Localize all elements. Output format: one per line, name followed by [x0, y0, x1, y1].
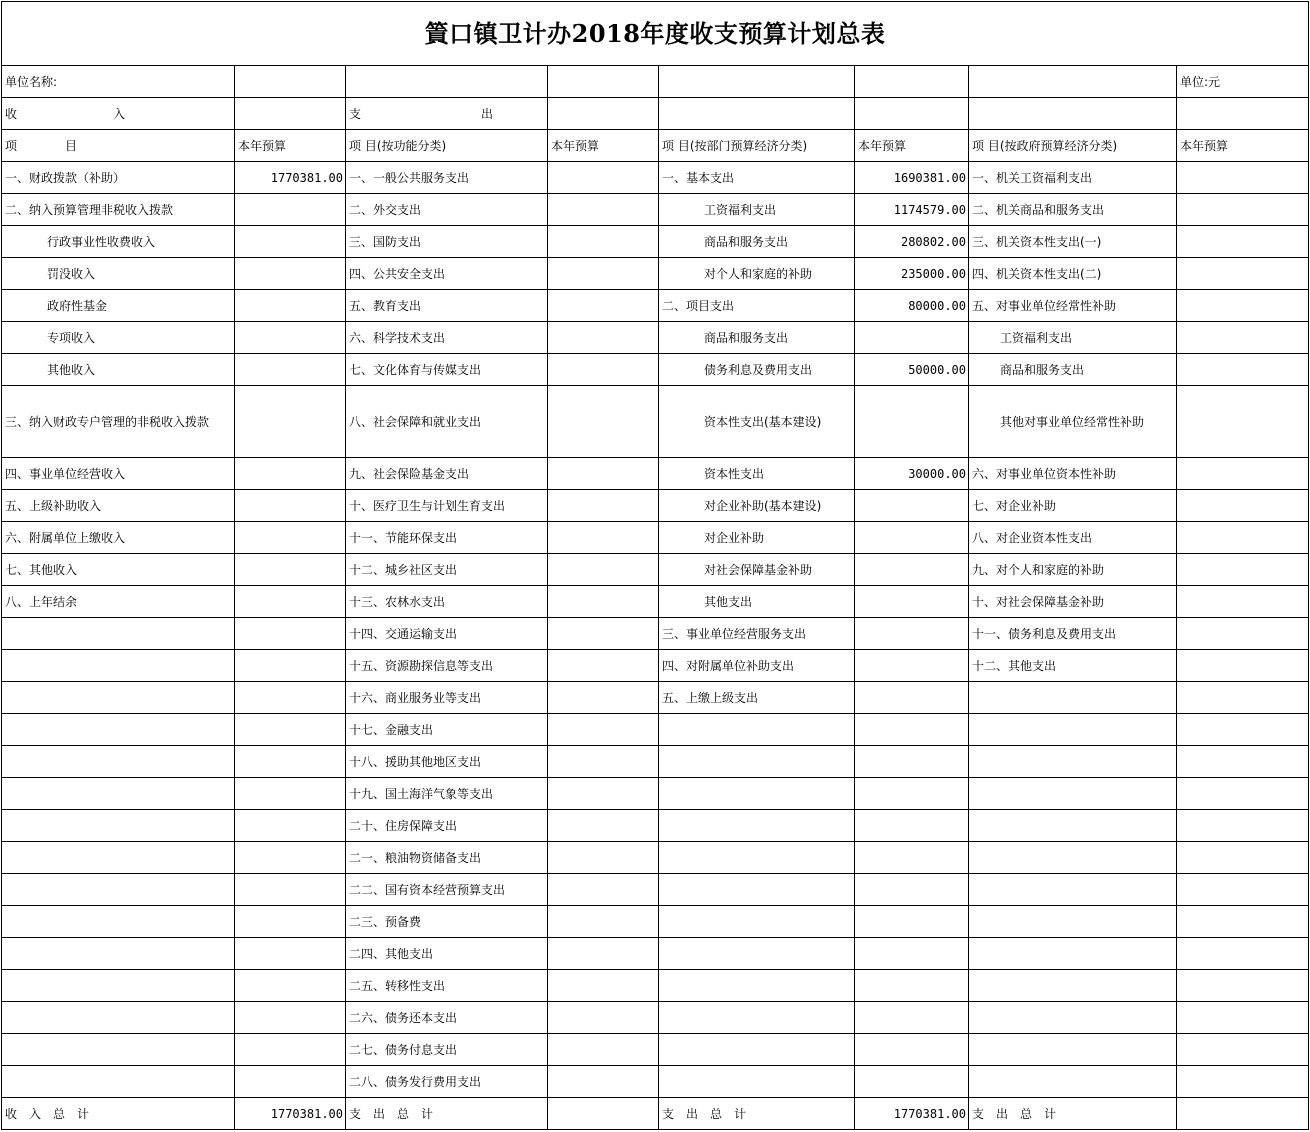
- gov-budget-cell: [1177, 354, 1309, 386]
- income-budget-cell: [235, 650, 346, 682]
- func-item-cell: 八、社会保障和就业支出: [346, 386, 548, 458]
- gov-item-cell: [969, 778, 1177, 810]
- gov-item-cell: [969, 1002, 1177, 1034]
- expense-total-value: 1770381.00: [855, 1098, 969, 1130]
- func-item-cell: 十七、金融支出: [346, 714, 548, 746]
- income-budget-cell: [235, 618, 346, 650]
- dept-budget-cell: [855, 386, 969, 458]
- table-row: [2, 842, 1309, 874]
- dept-item-cell: 资本性支出(基本建设): [659, 386, 855, 458]
- income-budget-cell: [235, 258, 346, 290]
- gov-item-cell: [969, 810, 1177, 842]
- dept-budget-cell: [855, 746, 969, 778]
- dept-item-cell: 商品和服务支出: [659, 226, 855, 258]
- table-row: [2, 522, 1309, 554]
- table-row: [2, 226, 1309, 258]
- income-item-cell: [2, 682, 235, 714]
- func-item-cell: 十九、国土海洋气象等支出: [346, 778, 548, 810]
- gov-item-cell: 六、对事业单位资本性补助: [969, 458, 1177, 490]
- income-budget-cell: [235, 490, 346, 522]
- gov-budget-cell: [1177, 458, 1309, 490]
- func-item-cell: 九、社会保险基金支出: [346, 458, 548, 490]
- col-header-item-gov: 项 目(按政府预算经济分类): [969, 130, 1177, 162]
- dept-item-cell: 对个人和家庭的补助: [659, 258, 855, 290]
- income-item-cell: 行政事业性收费收入: [2, 226, 235, 258]
- dept-budget-cell: 1690381.00: [855, 162, 969, 194]
- func-budget-cell: [548, 970, 659, 1002]
- gov-item-cell: [969, 842, 1177, 874]
- gov-budget-cell: [1177, 1002, 1309, 1034]
- func-budget-cell: [548, 354, 659, 386]
- func-budget-cell: [548, 1034, 659, 1066]
- income-item-cell: [2, 1034, 235, 1066]
- totals-body: [2, 1098, 1309, 1130]
- dept-item-cell: 商品和服务支出: [659, 322, 855, 354]
- col-header-item-func: 项 目(按功能分类): [346, 130, 548, 162]
- dept-budget-cell: [855, 586, 969, 618]
- func-item-cell: 十六、商业服务业等支出: [346, 682, 548, 714]
- income-budget-cell: [235, 970, 346, 1002]
- empty-cell: [235, 66, 346, 98]
- gov-budget-cell: [1177, 682, 1309, 714]
- func-item-cell: 三、国防支出: [346, 226, 548, 258]
- func-item-cell: 四、公共安全支出: [346, 258, 548, 290]
- func-item-cell: 五、教育支出: [346, 290, 548, 322]
- dept-budget-cell: [855, 1002, 969, 1034]
- empty-cell: [548, 66, 659, 98]
- empty-cell: [1177, 1098, 1309, 1130]
- dept-item-cell: 一、基本支出: [659, 162, 855, 194]
- dept-budget-cell: [855, 682, 969, 714]
- income-item-cell: 三、纳入财政专户管理的非税收入拨款: [2, 386, 235, 458]
- func-item-cell: 六、科学技术支出: [346, 322, 548, 354]
- dept-budget-cell: [855, 554, 969, 586]
- dept-budget-cell: [855, 522, 969, 554]
- income-budget-cell: [235, 714, 346, 746]
- income-budget-cell: [235, 874, 346, 906]
- gov-budget-cell: [1177, 650, 1309, 682]
- dept-item-cell: [659, 1002, 855, 1034]
- income-item-cell: 四、事业单位经营收入: [2, 458, 235, 490]
- table-row: [2, 618, 1309, 650]
- gov-item-cell: 四、机关资本性支出(二): [969, 258, 1177, 290]
- func-budget-cell: [548, 714, 659, 746]
- gov-budget-cell: [1177, 618, 1309, 650]
- gov-budget-cell: [1177, 226, 1309, 258]
- table-row: [2, 874, 1309, 906]
- dept-item-cell: 对企业补助(基本建设): [659, 490, 855, 522]
- income-budget-cell: [235, 906, 346, 938]
- empty-cell: [659, 98, 855, 130]
- func-budget-cell: [548, 554, 659, 586]
- unit-name-label: 单位名称:: [2, 66, 235, 98]
- gov-budget-cell: [1177, 746, 1309, 778]
- func-budget-cell: [548, 258, 659, 290]
- gov-item-cell: 九、对个人和家庭的补助: [969, 554, 1177, 586]
- table-row: [2, 258, 1309, 290]
- gov-item-cell: 一、机关工资福利支出: [969, 162, 1177, 194]
- gov-budget-cell: [1177, 162, 1309, 194]
- func-budget-cell: [548, 650, 659, 682]
- gov-budget-cell: [1177, 522, 1309, 554]
- dept-item-cell: [659, 906, 855, 938]
- gov-budget-cell: [1177, 906, 1309, 938]
- dept-item-cell: 三、事业单位经营服务支出: [659, 618, 855, 650]
- dept-budget-cell: [855, 906, 969, 938]
- gov-item-cell: [969, 682, 1177, 714]
- func-item-cell: 十一、节能环保支出: [346, 522, 548, 554]
- income-budget-cell: [235, 458, 346, 490]
- totals-row: [2, 1098, 1309, 1130]
- func-item-cell: 七、文化体育与传媒支出: [346, 354, 548, 386]
- income-item-cell: [2, 1002, 235, 1034]
- empty-cell: [969, 66, 1177, 98]
- income-item-cell: [2, 970, 235, 1002]
- income-budget-cell: [235, 1002, 346, 1034]
- func-budget-cell: [548, 938, 659, 970]
- dept-item-cell: 资本性支出: [659, 458, 855, 490]
- income-item-cell: [2, 618, 235, 650]
- table-row: [2, 194, 1309, 226]
- empty-cell: [548, 1098, 659, 1130]
- expense-total-label: 支 出 总 计: [659, 1098, 855, 1130]
- func-budget-cell: [548, 778, 659, 810]
- expense-total-label: 支 出 总 计: [346, 1098, 548, 1130]
- empty-cell: [548, 98, 659, 130]
- table-row: [2, 290, 1309, 322]
- table-row: [2, 586, 1309, 618]
- gov-item-cell: [969, 906, 1177, 938]
- dept-item-cell: 二、项目支出: [659, 290, 855, 322]
- gov-item-cell: 十一、债务利息及费用支出: [969, 618, 1177, 650]
- dept-budget-cell: 1174579.00: [855, 194, 969, 226]
- gov-item-cell: 工资福利支出: [969, 322, 1177, 354]
- func-item-cell: 二七、债务付息支出: [346, 1034, 548, 1066]
- income-item-cell: 政府性基金: [2, 290, 235, 322]
- dept-budget-cell: 235000.00: [855, 258, 969, 290]
- empty-cell: [969, 98, 1177, 130]
- gov-item-cell: 七、对企业补助: [969, 490, 1177, 522]
- dept-item-cell: [659, 842, 855, 874]
- income-budget-cell: [235, 1066, 346, 1098]
- table-row: [2, 386, 1309, 458]
- empty-cell: [659, 66, 855, 98]
- empty-cell: [346, 66, 548, 98]
- income-budget-cell: [235, 842, 346, 874]
- income-budget-cell: [235, 290, 346, 322]
- income-budget-cell: [235, 194, 346, 226]
- func-budget-cell: [548, 458, 659, 490]
- gov-item-cell: [969, 746, 1177, 778]
- dept-budget-cell: [855, 938, 969, 970]
- table-row: [2, 354, 1309, 386]
- table-row: [2, 162, 1309, 194]
- table-row: [2, 938, 1309, 970]
- dept-budget-cell: [855, 714, 969, 746]
- income-budget-cell: [235, 682, 346, 714]
- col-header-budget: 本年预算: [1177, 130, 1309, 162]
- dept-item-cell: [659, 714, 855, 746]
- unit-row: [2, 66, 1309, 98]
- column-header-row: [2, 130, 1309, 162]
- income-item-cell: 其他收入: [2, 354, 235, 386]
- unit-label: 单位:元: [1177, 66, 1309, 98]
- table-row: [2, 778, 1309, 810]
- income-budget-cell: [235, 226, 346, 258]
- dept-budget-cell: [855, 650, 969, 682]
- dept-item-cell: 工资福利支出: [659, 194, 855, 226]
- gov-item-cell: 八、对企业资本性支出: [969, 522, 1177, 554]
- dept-budget-cell: [855, 778, 969, 810]
- income-item-cell: [2, 842, 235, 874]
- dept-item-cell: 四、对附属单位补助支出: [659, 650, 855, 682]
- gov-budget-cell: [1177, 874, 1309, 906]
- col-header-budget: 本年预算: [548, 130, 659, 162]
- dept-budget-cell: [855, 874, 969, 906]
- table-row: [2, 714, 1309, 746]
- col-header-item-dept: 项 目(按部门预算经济分类): [659, 130, 855, 162]
- func-budget-cell: [548, 522, 659, 554]
- income-item-cell: 六、附属单位上缴收入: [2, 522, 235, 554]
- func-budget-cell: [548, 386, 659, 458]
- func-item-cell: 一、一般公共服务支出: [346, 162, 548, 194]
- income-item-cell: [2, 906, 235, 938]
- func-item-cell: 十三、农林水支出: [346, 586, 548, 618]
- dept-item-cell: [659, 746, 855, 778]
- budget-table: [1, 1, 1309, 1130]
- income-item-cell: 专项收入: [2, 322, 235, 354]
- income-item-cell: [2, 778, 235, 810]
- func-budget-cell: [548, 490, 659, 522]
- func-item-cell: 十、医疗卫生与计划生育支出: [346, 490, 548, 522]
- budget-sheet: [1, 1, 1309, 1130]
- section-row: [2, 98, 1309, 130]
- income-item-cell: [2, 746, 235, 778]
- dept-item-cell: 其他支出: [659, 586, 855, 618]
- dept-item-cell: [659, 874, 855, 906]
- dept-item-cell: 对企业补助: [659, 522, 855, 554]
- income-item-cell: 七、其他收入: [2, 554, 235, 586]
- func-item-cell: 二一、粮油物资储备支出: [346, 842, 548, 874]
- dept-budget-cell: 50000.00: [855, 354, 969, 386]
- gov-item-cell: [969, 874, 1177, 906]
- gov-item-cell: [969, 1066, 1177, 1098]
- dept-budget-cell: [855, 810, 969, 842]
- func-item-cell: 二十、住房保障支出: [346, 810, 548, 842]
- dept-budget-cell: [855, 490, 969, 522]
- gov-item-cell: [969, 1034, 1177, 1066]
- gov-item-cell: 十、对社会保障基金补助: [969, 586, 1177, 618]
- func-budget-cell: [548, 906, 659, 938]
- dept-budget-cell: 30000.00: [855, 458, 969, 490]
- income-item-cell: [2, 1066, 235, 1098]
- dept-budget-cell: [855, 322, 969, 354]
- func-budget-cell: [548, 842, 659, 874]
- func-budget-cell: [548, 162, 659, 194]
- func-item-cell: 二三、预备费: [346, 906, 548, 938]
- table-row: [2, 1034, 1309, 1066]
- func-budget-cell: [548, 618, 659, 650]
- income-budget-cell: [235, 586, 346, 618]
- expense-total-label: 支 出 总 计: [969, 1098, 1177, 1130]
- dept-item-cell: [659, 1034, 855, 1066]
- func-budget-cell: [548, 194, 659, 226]
- dept-budget-cell: 280802.00: [855, 226, 969, 258]
- gov-budget-cell: [1177, 258, 1309, 290]
- income-item-cell: [2, 874, 235, 906]
- dept-item-cell: [659, 970, 855, 1002]
- table-row: [2, 554, 1309, 586]
- func-item-cell: 十二、城乡社区支出: [346, 554, 548, 586]
- gov-item-cell: 三、机关资本性支出(一): [969, 226, 1177, 258]
- col-header-budget: 本年预算: [855, 130, 969, 162]
- gov-item-cell: 五、对事业单位经常性补助: [969, 290, 1177, 322]
- income-item-cell: [2, 714, 235, 746]
- dept-budget-cell: [855, 1066, 969, 1098]
- income-item-cell: 八、上年结余: [2, 586, 235, 618]
- func-budget-cell: [548, 746, 659, 778]
- dept-item-cell: 对社会保障基金补助: [659, 554, 855, 586]
- dept-item-cell: 五、上缴上级支出: [659, 682, 855, 714]
- empty-cell: [855, 66, 969, 98]
- dept-item-cell: [659, 938, 855, 970]
- income-budget-cell: [235, 522, 346, 554]
- func-budget-cell: [548, 322, 659, 354]
- table-row: [2, 810, 1309, 842]
- gov-budget-cell: [1177, 810, 1309, 842]
- gov-budget-cell: [1177, 290, 1309, 322]
- gov-budget-cell: [1177, 842, 1309, 874]
- dept-item-cell: [659, 778, 855, 810]
- func-item-cell: 十五、资源勘探信息等支出: [346, 650, 548, 682]
- income-item-cell: 一、财政拨款（补助）: [2, 162, 235, 194]
- func-item-cell: 二二、国有资本经营预算支出: [346, 874, 548, 906]
- gov-budget-cell: [1177, 1066, 1309, 1098]
- func-budget-cell: [548, 586, 659, 618]
- empty-cell: [1177, 98, 1309, 130]
- func-item-cell: 十四、交通运输支出: [346, 618, 548, 650]
- table-row: [2, 682, 1309, 714]
- income-item-cell: [2, 938, 235, 970]
- income-budget-cell: [235, 554, 346, 586]
- expense-section-label: 支 出: [346, 98, 548, 130]
- col-header-item: 项 目: [2, 130, 235, 162]
- income-total-label: 收 入 总 计: [2, 1098, 235, 1130]
- func-budget-cell: [548, 290, 659, 322]
- dept-budget-cell: 80000.00: [855, 290, 969, 322]
- income-item-cell: [2, 810, 235, 842]
- table-row: [2, 458, 1309, 490]
- gov-budget-cell: [1177, 554, 1309, 586]
- dept-budget-cell: [855, 842, 969, 874]
- table-row: [2, 1002, 1309, 1034]
- income-budget-cell: [235, 354, 346, 386]
- income-budget-cell: [235, 386, 346, 458]
- col-header-budget: 本年预算: [235, 130, 346, 162]
- func-budget-cell: [548, 810, 659, 842]
- func-budget-cell: [548, 1002, 659, 1034]
- income-item-cell: 罚没收入: [2, 258, 235, 290]
- func-item-cell: 二五、转移性支出: [346, 970, 548, 1002]
- income-budget-cell: 1770381.00: [235, 162, 346, 194]
- table-body: [2, 2, 1309, 162]
- gov-item-cell: 商品和服务支出: [969, 354, 1177, 386]
- gov-budget-cell: [1177, 970, 1309, 1002]
- income-budget-cell: [235, 1034, 346, 1066]
- empty-cell: [855, 98, 969, 130]
- table-row: [2, 322, 1309, 354]
- page-title: 篢口镇卫计办2018年度收支预算计划总表: [2, 2, 1309, 66]
- gov-item-cell: 其他对事业单位经常性补助: [969, 386, 1177, 458]
- dept-item-cell: 债务利息及费用支出: [659, 354, 855, 386]
- dept-budget-cell: [855, 618, 969, 650]
- func-budget-cell: [548, 682, 659, 714]
- income-budget-cell: [235, 778, 346, 810]
- income-item-cell: [2, 650, 235, 682]
- gov-item-cell: [969, 938, 1177, 970]
- func-budget-cell: [548, 874, 659, 906]
- gov-budget-cell: [1177, 1034, 1309, 1066]
- table-row: [2, 650, 1309, 682]
- func-item-cell: 二、外交支出: [346, 194, 548, 226]
- func-budget-cell: [548, 1066, 659, 1098]
- table-row: [2, 906, 1309, 938]
- income-budget-cell: [235, 322, 346, 354]
- income-item-cell: 五、上级补助收入: [2, 490, 235, 522]
- income-item-cell: 二、纳入预算管理非税收入拨款: [2, 194, 235, 226]
- gov-item-cell: [969, 970, 1177, 1002]
- empty-cell: [235, 98, 346, 130]
- func-item-cell: 二八、债务发行费用支出: [346, 1066, 548, 1098]
- dept-budget-cell: [855, 970, 969, 1002]
- income-section-label: 收 入: [2, 98, 235, 130]
- gov-item-cell: [969, 714, 1177, 746]
- table-row: [2, 746, 1309, 778]
- data-rows: [2, 162, 1309, 1098]
- func-budget-cell: [548, 226, 659, 258]
- gov-item-cell: 二、机关商品和服务支出: [969, 194, 1177, 226]
- gov-budget-cell: [1177, 778, 1309, 810]
- dept-item-cell: [659, 1066, 855, 1098]
- title-row: [2, 2, 1309, 66]
- gov-budget-cell: [1177, 386, 1309, 458]
- gov-budget-cell: [1177, 586, 1309, 618]
- gov-budget-cell: [1177, 938, 1309, 970]
- income-budget-cell: [235, 938, 346, 970]
- dept-item-cell: [659, 810, 855, 842]
- gov-budget-cell: [1177, 194, 1309, 226]
- table-row: [2, 970, 1309, 1002]
- income-budget-cell: [235, 810, 346, 842]
- func-item-cell: 二六、债务还本支出: [346, 1002, 548, 1034]
- gov-budget-cell: [1177, 322, 1309, 354]
- gov-item-cell: 十二、其他支出: [969, 650, 1177, 682]
- gov-budget-cell: [1177, 490, 1309, 522]
- income-total-value: 1770381.00: [235, 1098, 346, 1130]
- dept-budget-cell: [855, 1034, 969, 1066]
- table-row: [2, 1066, 1309, 1098]
- table-row: [2, 490, 1309, 522]
- gov-budget-cell: [1177, 714, 1309, 746]
- func-item-cell: 十八、援助其他地区支出: [346, 746, 548, 778]
- func-item-cell: 二四、其他支出: [346, 938, 548, 970]
- income-budget-cell: [235, 746, 346, 778]
